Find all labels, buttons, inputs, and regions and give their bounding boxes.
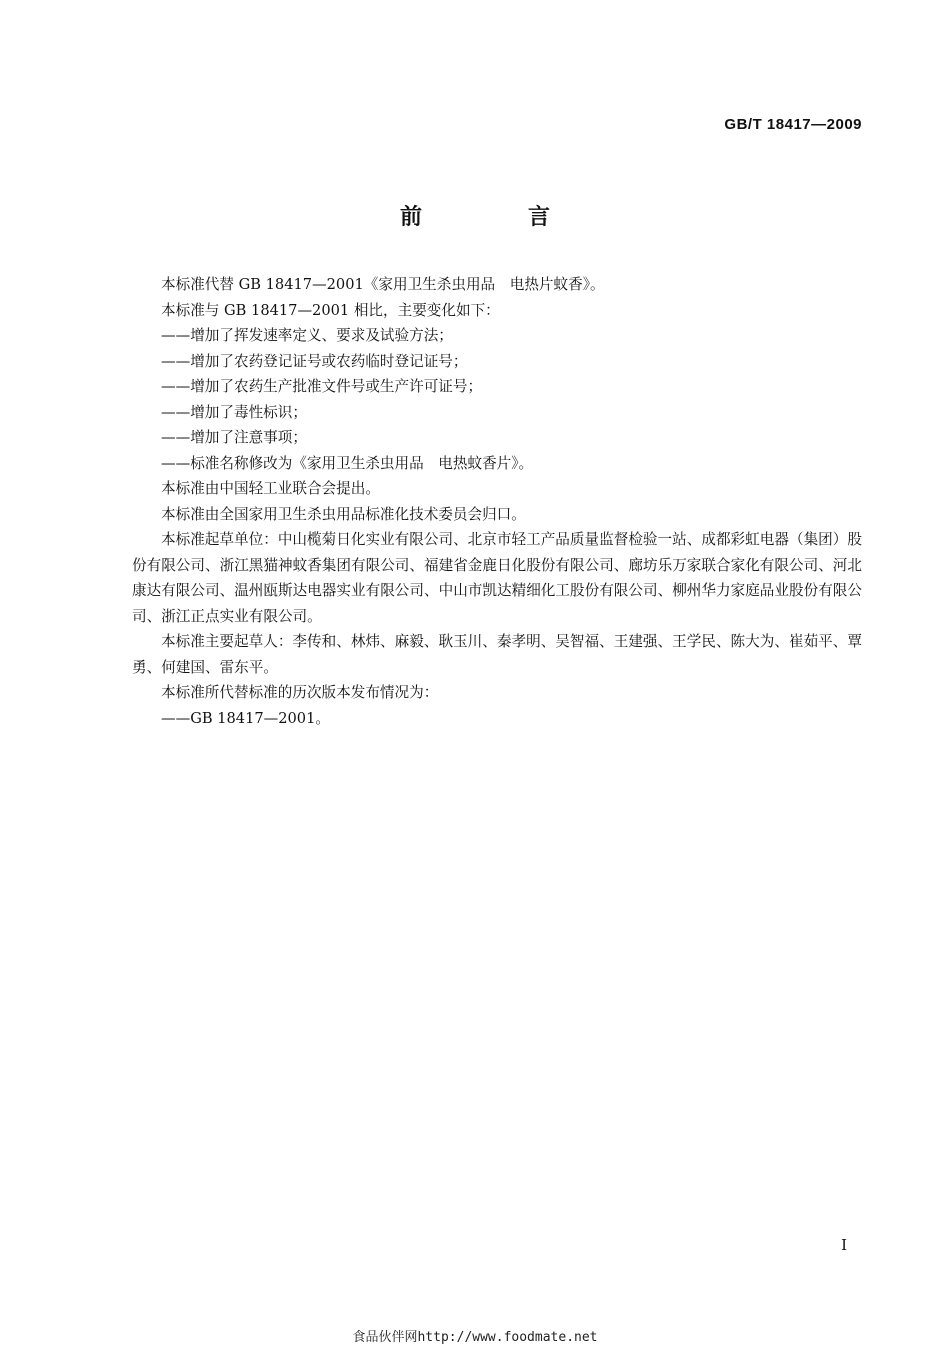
standard-code: GB/T 18417—2009	[724, 116, 862, 133]
changes-intro: 本标准与 GB 18417—2001 相比，主要变化如下：	[161, 301, 500, 319]
history-intro: 本标准所代替标准的历次版本发布情况为：	[161, 684, 439, 701]
administration-statement: 本标准由全国家用卫生杀虫用品标准化技术委员会归口。	[161, 505, 526, 523]
change-item-volatility: ——增加了挥发速率定义、要求及试验方法；	[161, 327, 453, 344]
proposer-statement: 本标准由中国轻工业联合会提出。	[161, 480, 380, 497]
page-number: I	[841, 1236, 847, 1254]
change-item-toxicity: ——增加了毒性标识；	[161, 403, 307, 421]
page-title: 前 言	[399, 205, 592, 230]
change-item-registration: ——增加了农药登记证号或农药临时登记证号；	[161, 352, 468, 370]
foreword-body	[132, 272, 862, 731]
change-item-precautions: ——增加了注意事项；	[161, 429, 307, 446]
drafting-units: 本标准起草单位：中山榄菊日化实业有限公司、北京市轻工产品质量监督检验一站、成都彩虹电器（集团）股份有限公司、浙江黑猫神蚊香集团有限公司、福建省金鹿日化股份有限公司、廊坊乐万家联合家化有限公司、河北康达有限公司、温州瓯斯达电器实业有限公司、中山市凯达精细化工股份有限公司、柳州华力家庭品业股份有限公司、浙江正点实业有限公司。	[132, 531, 862, 625]
drafters: 本标准主要起草人：李传和、林炜、麻毅、耿玉川、秦孝明、吴智福、王建强、王学民、陈大为、崔茹平、覃勇、何建国、雷东平。	[132, 633, 862, 676]
history-item: ——GB 18417—2001。	[161, 709, 330, 727]
replacement-statement: 本标准代替 GB 18417—2001《家用卫生杀虫用品 电热片蚊香》。	[161, 276, 605, 293]
change-item-rename: ——标准名称修改为《家用卫生杀虫用品 电热蚊香片》。	[161, 454, 534, 472]
change-item-production-license: ——增加了农药生产批准文件号或生产许可证号；	[161, 378, 483, 395]
watermark: 食品伙伴网http://www.foodmate.net	[352, 1330, 598, 1345]
